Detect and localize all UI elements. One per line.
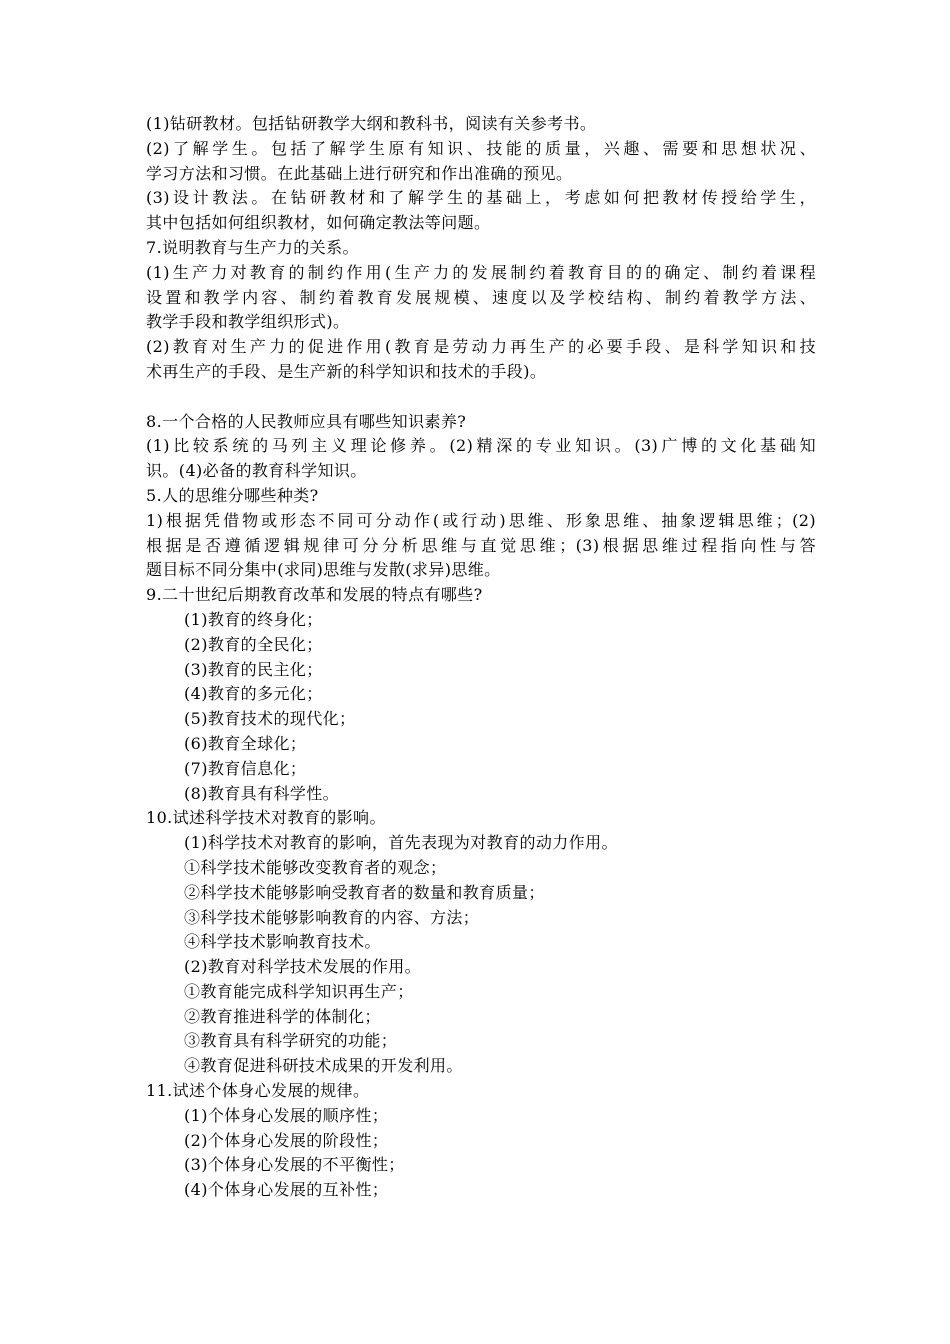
text-line: 1)根据凭借物或形态不同可分动作(或行动)思维、形象思维、抽象逻辑思维；(2): [146, 510, 816, 530]
list-item: ①科学技术能够改变教育者的观念；: [184, 857, 447, 877]
text-line: 其中包括如何组织教材，如何确定教法等问题。: [146, 213, 491, 233]
text-line: 设置和教学内容、制约着教育发展规模、速度以及学校结构、制约着教学方法、: [146, 287, 816, 307]
list-item: (2)教育的全民化；: [184, 634, 323, 654]
list-item: (3)教育的民主化；: [184, 659, 323, 679]
text-line: 根据是否遵循逻辑规律可分分析思维与直觉思维；(3)根据思维过程指向性与答: [146, 535, 816, 555]
list-item: ③科学技术能够影响教育的内容、方法；: [184, 907, 480, 927]
question-heading: 11.试述个体身心发展的规律。: [146, 1081, 370, 1101]
text-line: (1)比较系统的马列主义理论修养。(2)精深的专业知识。(3)广博的文化基础知: [146, 436, 816, 456]
text-line: 识。(4)必备的教育科学知识。: [146, 461, 367, 481]
list-item: (6)教育全球化；: [184, 733, 307, 753]
text-line: 题目标不同分集中(求同)思维与发散(求异)思维。: [146, 560, 501, 580]
list-item: (4)教育的多元化；: [184, 684, 323, 704]
document-body: [146, 112, 816, 1203]
question-heading: 5.人的思维分哪些种类?: [146, 485, 319, 505]
blank-line: [146, 385, 816, 410]
text-line: 教学手段和教学组织形式)。: [146, 312, 350, 332]
question-heading: 7.说明教育与生产力的关系。: [146, 237, 359, 257]
list-item: (2)教育对科学技术发展的作用。: [184, 957, 422, 977]
question-heading: 10.试述科学技术对教育的影响。: [146, 808, 386, 828]
list-item: ②科学技术能够影响受教育者的数量和教育质量；: [184, 882, 545, 902]
list-item: (1)科学技术对教育的影响，首先表现为对教育的动力作用。: [184, 833, 618, 853]
text-line: 术再生产的手段、是生产新的科学知识和技术的手段)。: [146, 361, 547, 381]
list-item: ③教育具有科学研究的功能；: [184, 1031, 398, 1051]
list-item: (1)教育的终身化；: [184, 609, 323, 629]
text-line: (1)钻研教材。包括钻研教学大纲和教科书，阅读有关参考书。: [146, 114, 597, 133]
text-line: 学习方法和习惯。在此基础上进行研究和作出准确的预见。: [146, 163, 573, 183]
list-item: ④教育促进科研技术成果的开发利用。: [184, 1056, 463, 1076]
text-line: (3)设计教法。在钻研教材和了解学生的基础上，考虑如何把教材传授给学生，: [146, 188, 816, 208]
list-item: ①教育能完成科学知识再生产；: [184, 981, 414, 1001]
text-line: (1)生产力对教育的制约作用(生产力的发展制约着教育目的的确定、制约着课程: [146, 262, 816, 282]
list-item: (8)教育具有科学性。: [184, 783, 340, 803]
list-item: (1)个体身心发展的顺序性；: [184, 1105, 389, 1125]
list-item: (7)教育信息化；: [184, 758, 307, 778]
list-item: ④科学技术影响教育技术。: [184, 932, 381, 952]
list-item: (3)个体身心发展的不平衡性；: [184, 1155, 405, 1175]
question-heading: 9.二十世纪后期教育改革和发展的特点有哪些?: [146, 585, 483, 605]
list-item: (4)个体身心发展的互补性；: [184, 1180, 389, 1200]
list-item: (2)个体身心发展的阶段性；: [184, 1130, 389, 1150]
list-item: (5)教育技术的现代化；: [184, 709, 356, 729]
question-heading: 8.一个合格的人民教师应具有哪些知识素养?: [146, 411, 467, 431]
text-line: (2)教育对生产力的促进作用(教育是劳动力再生产的必要手段、是科学知识和技: [146, 337, 816, 357]
text-line: (2)了解学生。包括了解学生原有知识、技能的质量，兴趣、需要和思想状况、: [146, 138, 816, 158]
list-item: ②教育推进科学的体制化；: [184, 1006, 381, 1026]
